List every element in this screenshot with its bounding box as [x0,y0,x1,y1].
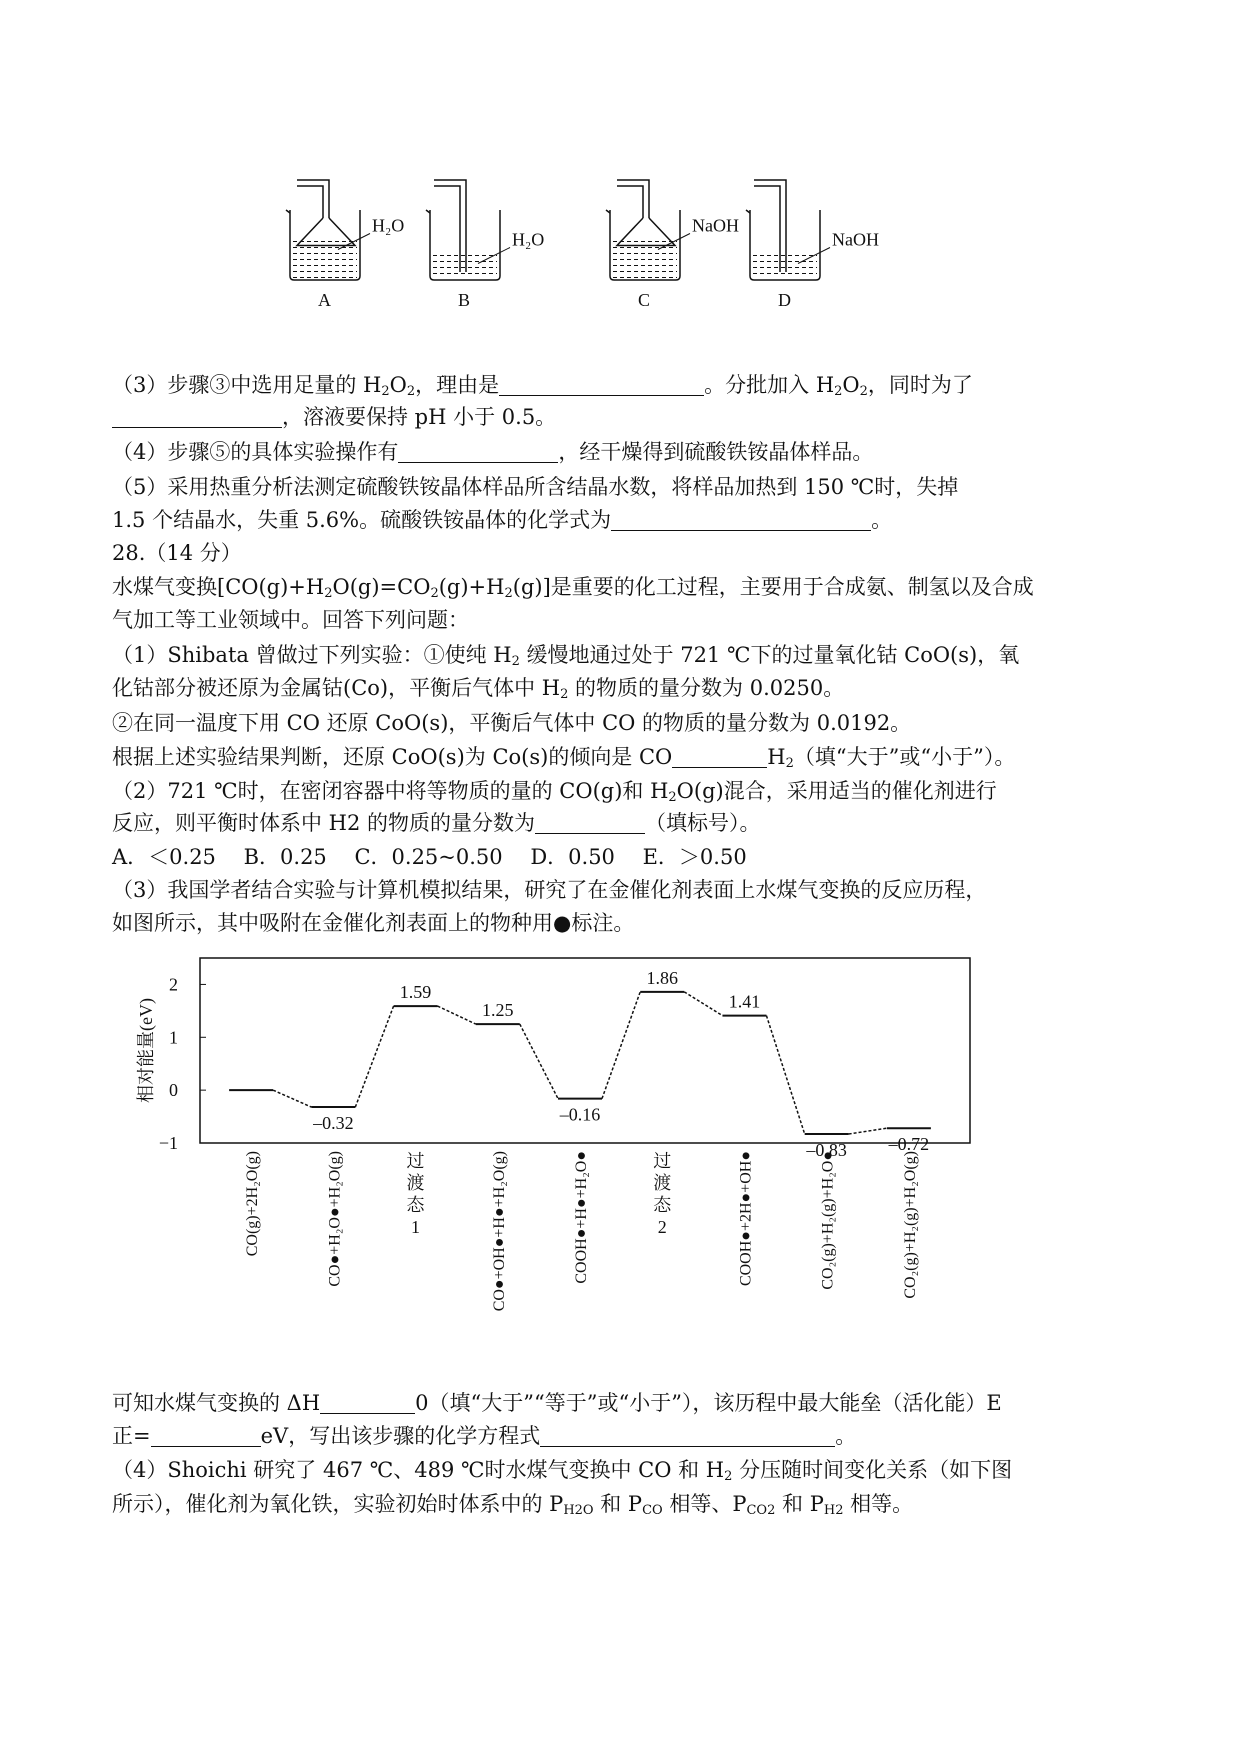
question-28-part-3-after-2: 正= eV，写出该步骤的化学方程式 。 [112,1424,857,1448]
state-label: 2 [657,1217,667,1237]
answer-blank[interactable] [535,811,645,834]
answer-blank[interactable] [611,508,871,531]
beaker-letter: D [778,290,791,310]
energy-value-label: 1.86 [646,967,678,988]
question-28-intro-1: 水煤气变换$[CO(g)+H_2O(g)=CO_2(g)+H_2(g)]$是重要的化工过程，主要用于合成氨、制氢以及合成 [112,575,1034,601]
answer-blank[interactable] [540,1424,835,1447]
beaker-a [286,180,404,310]
question-28-part-1-line-1: （1）Shibata 曾做过下列实验：①使纯 $H_2$ 缓慢地通过处于 721 ℃下的过量氧化钴 CoO(s)，氧 [112,643,1020,669]
question-28-part-4-line-1: （4）Shoichi 研究了 467 ℃、489 ℃时水煤气变换中 CO 和 $H_2$ 分压随时间变化关系（如下图 [112,1458,1013,1484]
energy-connector [684,992,722,1016]
answer-blank[interactable] [499,373,704,396]
beaker-body [750,210,820,280]
question-28-header: 28.（14 分） [112,541,242,565]
state-label: 渡 [653,1173,672,1193]
inverted-funnel [297,218,355,246]
gas-tube [434,180,466,272]
beaker-body [430,210,500,280]
beaker-c [606,180,739,310]
question-28-intro-2: 气加工等工业领域中。回答下列问题： [112,608,469,632]
question-28-part-3-line-1: （3）我国学者结合实验与计算机模拟结果，研究了在金催化剂表面上水煤气变换的反应历程， [112,878,987,902]
question-3-line-2: ，溶液要保持 pH 小于 0.5。 [112,402,1142,432]
y-axis-label: 相对能量(eV) [136,998,156,1103]
beaker-letter: A [318,290,331,310]
beaker-letter: C [638,290,651,310]
energy-connector [438,1006,476,1024]
answer-blank[interactable] [112,405,282,428]
gas-tube-inner [617,186,643,218]
state-label: 过 [653,1151,672,1171]
reagent-label: H₂O [372,215,405,236]
state-label: CO₂(g)+H₂(g)+H₂O● [819,1151,837,1290]
y-tick-label: −1 [158,1133,178,1153]
gas-tube [754,180,786,272]
y-tick-label: 1 [169,1027,178,1048]
inverted-funnel [617,218,675,246]
state-label: COOH●+H●+H₂O● [573,1151,590,1284]
state-label: CO(g)+2H₂O(g) [244,1151,262,1257]
state-label: CO●+H₂O●+H₂O(g) [326,1151,344,1287]
beaker-apparatus-figure [290,180,990,355]
energy-connector [520,1024,558,1099]
state-label: 1 [411,1217,421,1237]
question-28-part-2-options: A．＜0.25 B．0.25 C．0.25~0.50 D．0.50 E．＞0.50 [112,845,747,869]
state-label: 态 [653,1195,672,1215]
energy-connector [849,1128,887,1134]
state-label: CO●+OH●+H●+H₂O(g) [490,1151,508,1312]
state-label: 态 [406,1195,425,1215]
energy-value-label: 1.25 [482,1000,514,1021]
energy-connector [602,992,640,1099]
question-28-part-2-line-1: （2）721 ℃时，在密闭容器中将等物质的量的 CO(g)和 $H_2O(g)$混合，采用适当的催化剂进行 [112,779,997,805]
state-label: 过 [406,1151,425,1171]
question-28-part-4-line-2: 所示），催化剂为氧化铁，实验初始时体系中的 $P_{H2O}$ 和 $P_{CO}$ 相等、$P_{CO2}$ 和 $P_{H2}$ 相等。 [112,1492,914,1518]
question-28-part-1-line-4: 根据上述实验结果判断，还原 CoO(s)为 Co(s)的倾向是 CO $H_2$（填“大于”或“小于”）。 [112,745,1016,771]
question-5-line-2: 1.5 个结晶水，失重 5.6%。硫酸铁铵晶体的化学式为 。 [112,508,893,532]
gas-tube-inner [754,186,780,272]
energy-value-label: –0.32 [313,1113,354,1134]
state-label: COOH●+2H●+OH● [737,1151,755,1287]
beaker-d [746,180,879,310]
energy-connector [766,1016,804,1134]
y-tick-label: 0 [169,1080,178,1101]
gas-tube-inner [297,186,323,218]
energy-value-label: –0.83 [806,1140,847,1161]
question-3-line-1: （3）步骤③中选用足量的 $H_2O_2$，理由是 。分批加入 $H_2O_2$，同时为了 [112,373,973,399]
energy-connector [273,1090,311,1107]
reagent-label: NaOH [832,229,879,250]
question-28-part-2-line-2: 反应，则平衡时体系中 H2 的物质的量分数为 （填标号）。 [112,811,761,835]
answer-blank[interactable] [672,745,767,768]
question-28-part-3-after-1: 可知水煤气变换的 ΔH 0（填“大于”“等于”或“小于”），该历程中最大能垒（活化能）E [112,1391,1002,1415]
beaker-b [426,180,544,310]
state-label: CO₂(g)+H₂(g)+H₂O(g) [901,1151,919,1299]
answer-blank[interactable] [398,440,558,463]
energy-value-label: –0.72 [888,1134,930,1155]
energy-connector [355,1006,393,1107]
gas-tube-inner [434,186,460,272]
y-tick-label: 2 [169,974,178,995]
energy-value-label: 1.59 [399,982,432,1003]
reagent-label: NaOH [692,215,739,236]
question-4: （4）步骤⑤的具体实验操作有 ，经干燥得到硫酸铁铵晶体样品。 [112,440,874,464]
question-5-line-1: （5）采用热重分析法测定硫酸铁铵晶体样品所含结晶水数，将样品加热到 150 ℃时，失掉 [112,475,959,499]
question-28-part-3-line-2: 如图所示，其中吸附在金催化剂表面上的物种用●标注。 [112,911,635,935]
question-28-part-1-line-2: 化钴部分被还原为金属钴(Co)，平衡后气体中 $H_2$ 的物质的量分数为 0.0250。 [112,676,845,702]
energy-value-label: 1.41 [728,991,761,1012]
answer-blank[interactable] [151,1424,261,1447]
reagent-label: H₂O [512,229,545,250]
beaker-letter: B [458,290,471,310]
answer-blank[interactable] [320,1391,415,1414]
state-label: 渡 [406,1173,425,1193]
question-28-part-1-line-3: ②在同一温度下用 CO 还原 CoO(s)，平衡后气体中 CO 的物质的量分数为 0.0192。 [112,711,912,735]
energy-profile-chart [136,948,980,1348]
energy-value-label: –0.16 [559,1104,601,1125]
